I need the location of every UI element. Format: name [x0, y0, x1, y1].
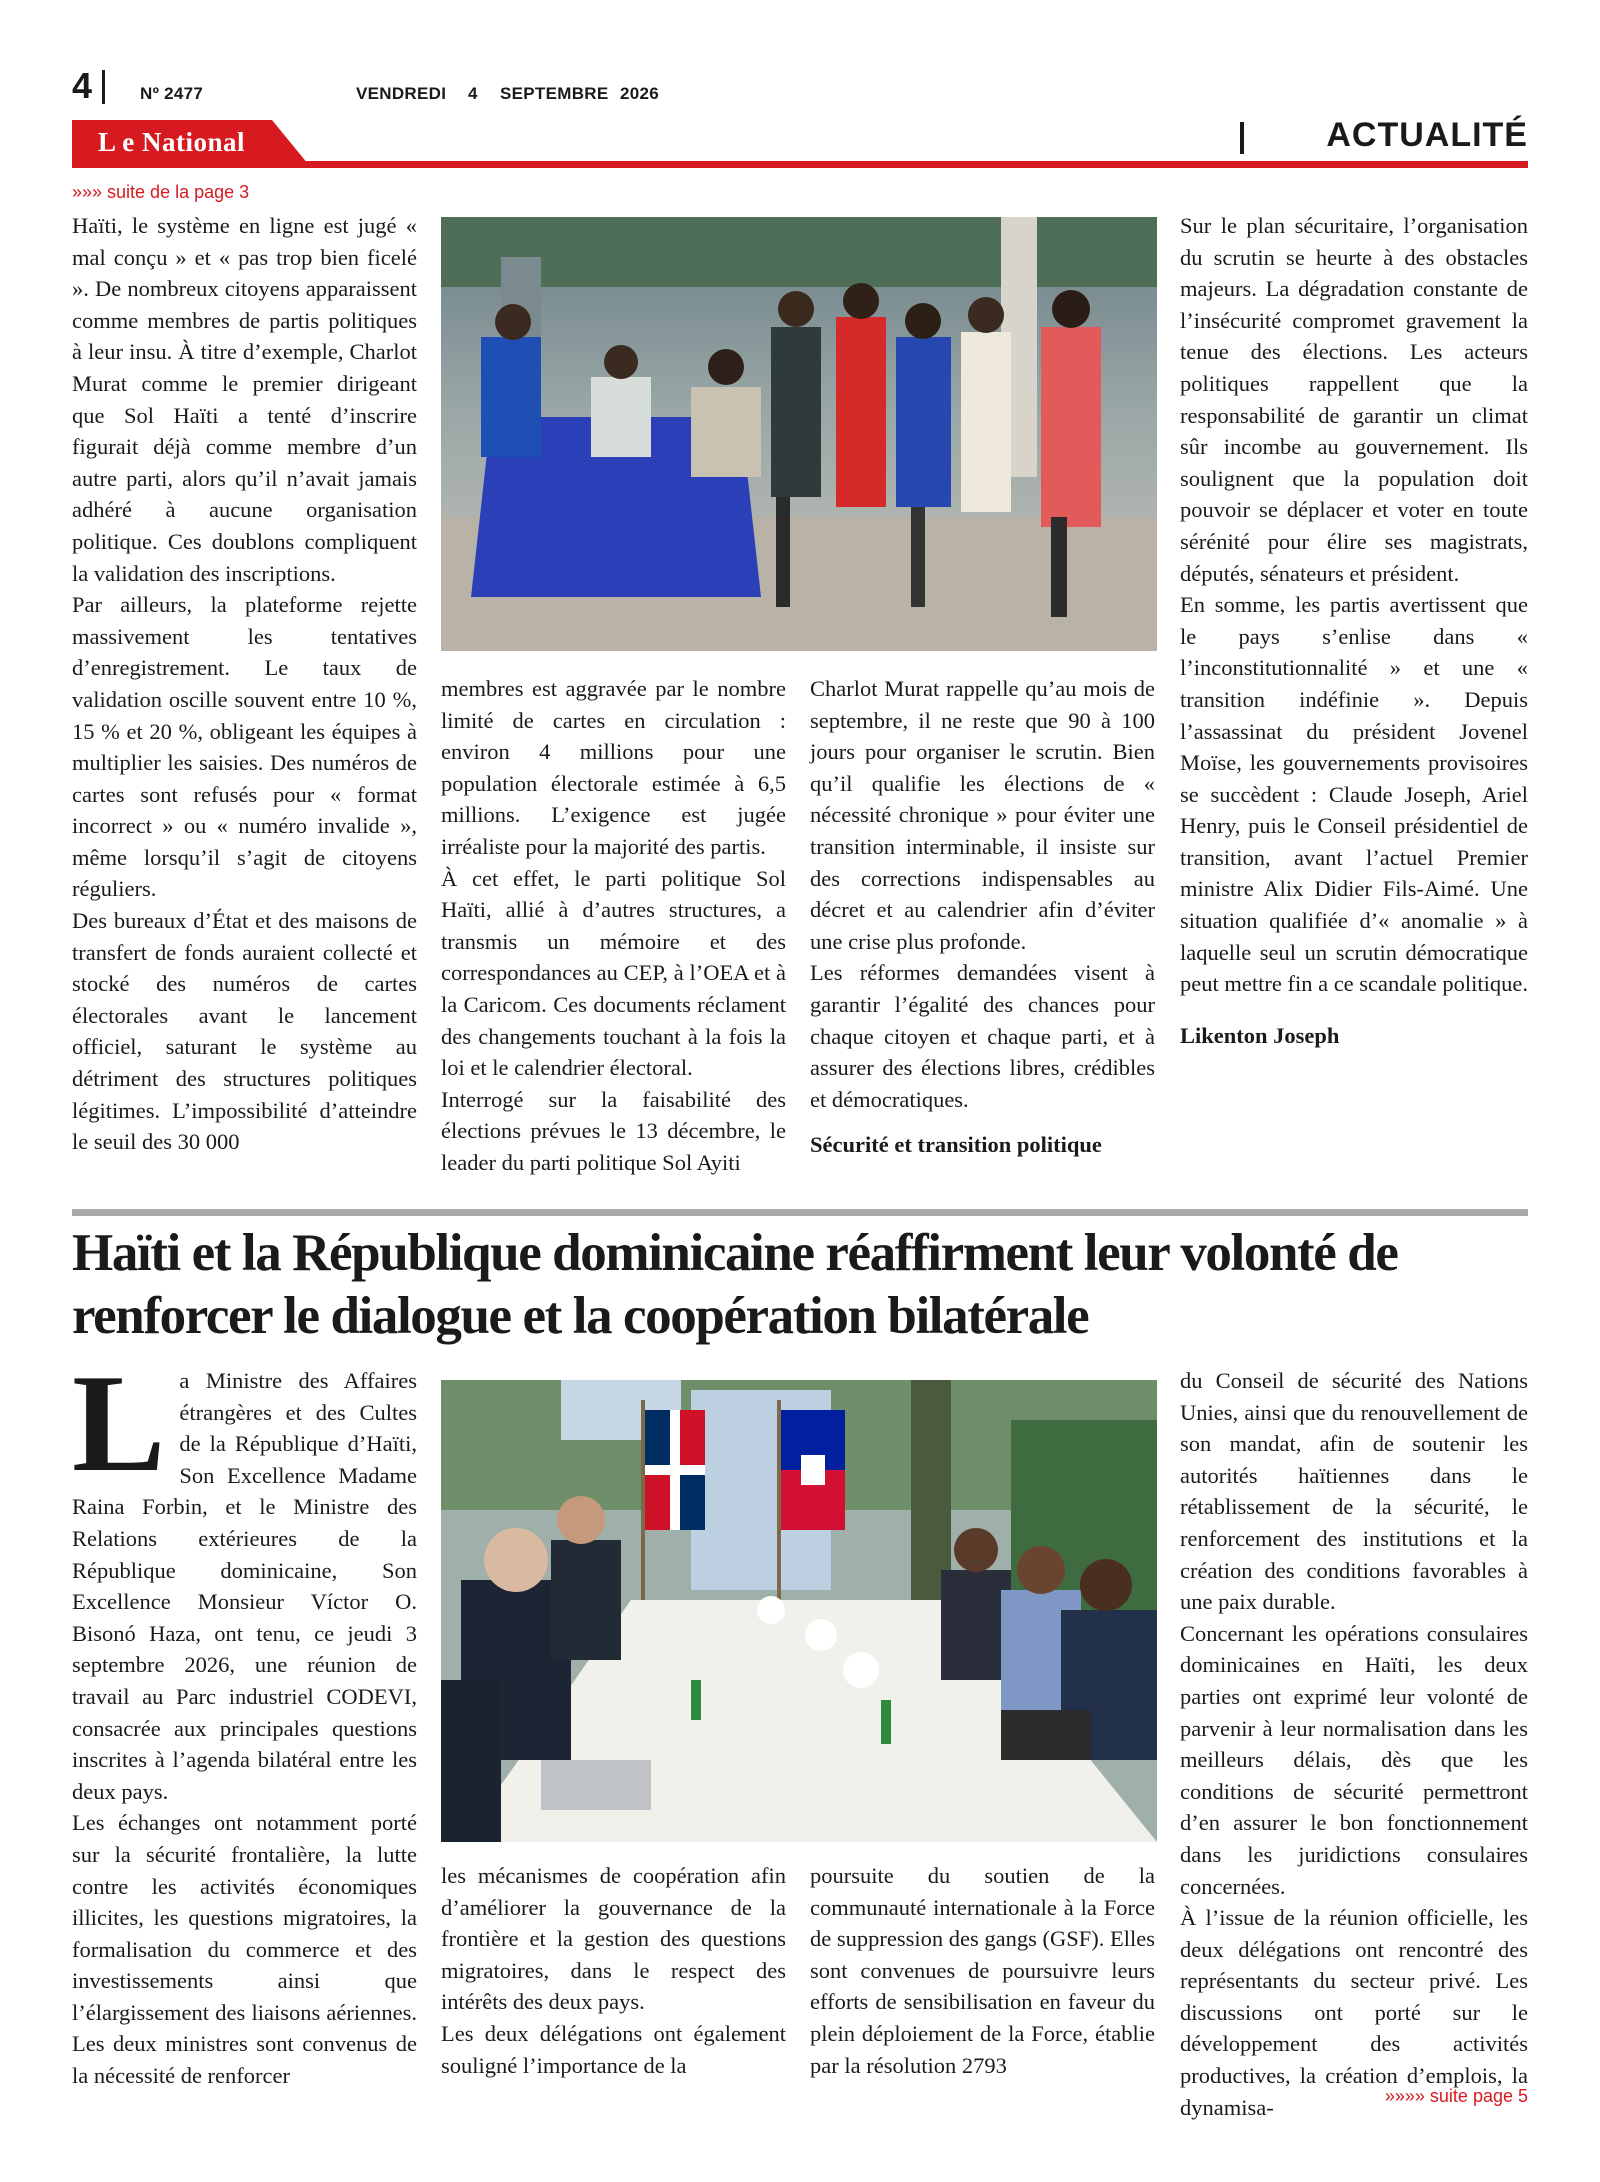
author-byline: Likenton Joseph	[1180, 1022, 1340, 1048]
paragraph: les mécanismes de coopération afin d’améliorer la gouvernance de la frontière et la gestion des questions migratoires, dans le respect des intérêts des deux pays.	[441, 1863, 786, 2015]
paragraph: Des bureaux d’État et des maisons de transfert de fonds auraient collecté et stocké des numéros de cartes électorales avant le lancement officiel, saturant le système au détriment des structures politiques légitimes. L’impossibilité d’atteindre le seuil des 30 000	[72, 908, 417, 1155]
section-title: ACTUALITÉ	[1326, 116, 1528, 154]
paragraph: Charlot Murat rappelle qu’au mois de septembre, il ne reste que 90 à 100 jours pour organiser le scrutin. Bien qu’il qualifie les élections de « nécessité chronique » pour éviter une transition interminable, il insiste sur des corrections indispensables au décret et au calendrier afin d’éviter une crise plus profonde.	[810, 676, 1155, 954]
paragraph: Les réformes demandées visent à garantir l’égalité des chances pour chaque citoyen et chaque parti, et à assurer des élections libres, crédibles et démocratiques.	[810, 960, 1155, 1112]
date-year: 2026	[620, 84, 660, 103]
page-number: 4	[72, 65, 93, 106]
paragraph: Interrogé sur la faisabilité des élections prévues le 13 décembre, le leader du parti politique Sol Ayiti	[441, 1086, 786, 1175]
section-separator	[1240, 122, 1244, 154]
photo-voter-registration	[441, 217, 1157, 651]
paragraph: poursuite du soutien de la communauté internationale à la Force de suppression des gangs (GSF). Elles sont convenues de poursuivre leurs efforts de sensibilisation en faveur du plein déploiement de la Force, établie par la résolution 2793	[810, 1863, 1155, 2078]
paragraph-lead	[72, 1346, 417, 1807]
paragraph: Haïti, le système en ligne est jugé « mal conçu » et « pas trop bien ficelé ». De nombreux citoyens apparaissent comme membres de partis politiques à leur insu. À titre d’exemple, Charlot Murat comme le premier dirigeant que Sol Haïti a tenté d’inscrire figurait déjà comme membre d’un autre parti, alors qu’il n’avait jamais adhéré à aucune organisation politique. Ces doublons compliquent la validation des inscriptions.	[72, 213, 417, 586]
photo-voter-registration-image	[441, 217, 1157, 651]
drop-cap: L	[72, 1346, 166, 1501]
date-month: SEPTEMBRE	[500, 84, 609, 103]
article1-column-3	[810, 673, 1155, 1161]
continued-from-link[interactable]: »»» suite de la page 3	[72, 182, 250, 202]
article2-column-4	[1180, 1365, 1528, 2123]
paragraph: À l’issue de la réunion officielle, les deux délégations ont rencontré des représentants du secteur privé. Les discussions ont porté sur le développement des activités productives, la création d’emplois, la dynamisa-	[1180, 1905, 1528, 2120]
brand-logo-text: L e National	[98, 127, 246, 157]
paragraph: À cet effet, le parti politique Sol Haïti, allié à d’autres structures, a transmis un mémoire et des correspondances au CEP, à l’OEA et à la Caricom. Ces documents réclament des changements touchant à la fois la loi et le calendrier électoral.	[441, 865, 786, 1081]
article-divider	[72, 1209, 1528, 1216]
article2-headline: Haïti et la République dominicaine réaffirment leur volonté de renforcer le dialogue et la coopération bilatérale	[72, 1224, 1398, 1345]
date-day: 4	[468, 84, 478, 103]
paragraph: Par ailleurs, la plateforme rejette massivement les tentatives d’enregistrement. Le taux de validation oscille souvent entre 10 %, 15 % et 20 %, obligeant les équipes à multiplier les saisies. Des numéros de cartes sont refusés pour « format incorrect » ou « numéro invalide », même lorsqu’il s’agit de citoyens réguliers.	[72, 592, 417, 902]
paragraph: En somme, les partis avertissent que le pays s’enlise dans « l’inconstitutionnalité » et une « transition indéfinie ». Depuis l’assassinat du président Jovenel Moïse, les gouvernements provisoires se succèdent : Claude Joseph, Ariel Henry, puis le Conseil présidentiel de transition, avant l’actuel Premier ministre Alix Didier Fils-Aimé. Une situation qualifiée d’« anomalie » à laquelle seul un scrutin démocratique peut mettre fin a ce scandale politique.	[1180, 592, 1528, 997]
continued-to-link[interactable]: »»»» suite page 5	[1384, 2086, 1528, 2106]
issue-number: Nº 2477	[140, 84, 204, 103]
header-red-rule	[72, 161, 1528, 168]
photo-bilateral-meeting	[441, 1380, 1157, 1842]
date-day-name: VENDREDI	[356, 84, 447, 103]
article1-column-1	[72, 210, 417, 1158]
paragraph: Sur le plan sécuritaire, l’organisation du scrutin se heurte à des obstacles majeurs. La dégradation constante de l’insécurité compromet gravement la tenue des élections. Les acteurs politiques rappellent que la responsabilité de garantir un climat sûr incombe au gouvernement. Ils soulignent que la population doit pouvoir se déplacer et voter en toute sérénité pour élire ses magistrats, députés, sénateurs et président.	[1180, 213, 1528, 586]
paragraph: du Conseil de sécurité des Nations Unies, ainsi que du renouvellement de son mandat, afin de soutenir les autorités haïtiennes dans le rétablissement de la sécurité, le renforcement des institutions et la création des conditions favorables à une paix durable.	[1180, 1368, 1528, 1615]
paragraph: Les échanges ont notamment porté sur la sécurité frontalière, la lutte contre les activités économiques illicites, les questions migratoires, la formalisation du commerce et des investissements ainsi que l’élargissement des liaisons aériennes. Les deux ministres sont convenus de la nécessité de renforcer	[72, 1810, 417, 2089]
photo-bilateral-meeting-image	[441, 1380, 1157, 1842]
article1-column-2	[441, 673, 786, 1179]
paragraph: Concernant les opérations consulaires dominicaines en Haïti, les deux parties ont exprimé leur volonté de parvenir à leur normalisation dans les meilleurs délais, dès que les conditions de sécurité permettront d’en assurer le bon fonctionnement dans les juridictions consulaires concernées.	[1180, 1620, 1528, 1899]
paragraph: membres est aggravée par le nombre limité de cartes en circulation : environ 4 millions pour une population électorale estimée à 6,5 millions. L’exigence est jugée irréaliste pour la majorité des partis.	[441, 676, 786, 859]
article2-column-3	[810, 1860, 1155, 2081]
article1-column-4	[1180, 210, 1528, 1051]
article2-column-2	[441, 1860, 786, 2081]
lead-text: a Ministre des Affaires étrangères et des Cultes de la République d’Haïti, Son Excellence Madame Raina Forbin, et le Ministre des Relations extérieures de la République dominicaine, Son Excellence Monsieur Víctor O. Bisonó Haza, ont tenu, ce jeudi 3 septembre 2026, une réunion de travail au Parc industriel CODEVI, consacrée aux principales questions inscrites à l’agenda bilatéral entre les deux pays.	[72, 1368, 417, 1804]
page-number-separator	[102, 70, 105, 104]
article2-column-1	[72, 1346, 417, 2092]
subheading: Sécurité et transition politique	[810, 1132, 1102, 1158]
paragraph: Les deux délégations ont également souligné l’importance de la	[441, 2020, 786, 2078]
